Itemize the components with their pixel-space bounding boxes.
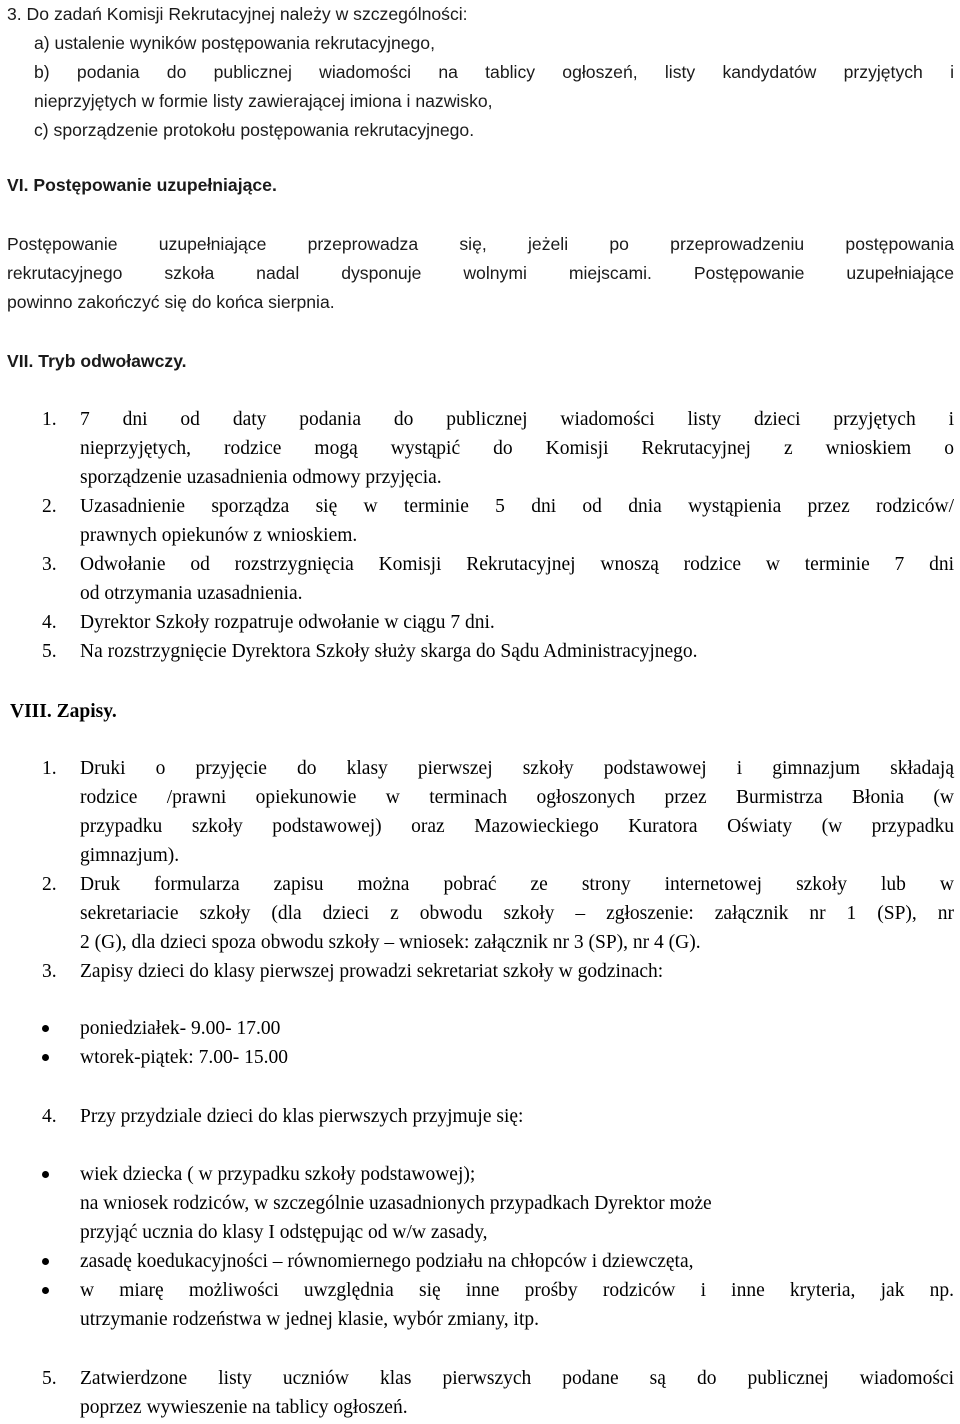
item-number: 4. [42, 612, 57, 633]
item-line: Odwołanie od rozstrzygnięcia Komisji Rekrutacyjnej wnoszą rodzice w terminie 7 dni [80, 554, 954, 575]
item-line: rodzice /prawni opiekunowie w terminach ogłoszonych przez Burmistrza Błonia (w [80, 787, 954, 808]
hours-item: poniedziałek- 9.00- 17.00 [80, 1018, 281, 1039]
section-heading: VIII. Zapisy. [10, 701, 117, 722]
item-number: 1. [42, 409, 57, 430]
item-line: Druki o przyjęcie do klasy pierwszej szkoły podstawowej i gimnazjum składają [80, 758, 954, 779]
item-line: gimnazjum). [80, 845, 180, 866]
item-line: sekretariacie szkoły (dla dzieci z obwodu szkoły – zgłoszenie: załącznik nr 1 (SP), nr [80, 903, 954, 924]
item-line: od otrzymania uzasadnienia. [80, 583, 303, 604]
section-heading: VI. Postępowanie uzupełniające. [7, 175, 277, 195]
item-number: 2. [42, 496, 57, 517]
criteria-line: utrzymanie rodzeństwa w jednej klasie, wybór zmiany, itp. [80, 1309, 540, 1330]
item-line: Uzasadnienie sporządza się w terminie 5 dni od dnia wystąpienia przez rodziców/ [80, 496, 954, 517]
bullet-icon [42, 1025, 49, 1032]
hours-item: wtorek-piątek: 7.00- 15.00 [80, 1047, 288, 1068]
item-line: 7 dni od daty podania do publicznej wiadomości listy dzieci przyjętych i [80, 409, 954, 430]
criteria-line: zasadę koedukacyjności – równomiernego podziału na chłopców i dziewczęta, [80, 1251, 694, 1272]
criteria-line: wiek dziecka ( w przypadku szkoły podstawowej); [80, 1164, 476, 1185]
item-line: Na rozstrzygnięcie Dyrektora Szkoły służy skarga do Sądu Administracyjnego. [80, 641, 698, 662]
criteria-line: na wniosek rodziców, w szczególnie uzasadnionych przypadkach Dyrektor może [80, 1193, 712, 1214]
item-line: Zapisy dzieci do klasy pierwszej prowadzi sekretariat szkoły w godzinach: [80, 961, 664, 982]
item-number: 3. [42, 554, 57, 575]
item-number: 4. [42, 1106, 57, 1127]
item-line: 2 (G), dla dzieci spoza obwodu szkoły – wniosek: załącznik nr 3 (SP), nr 4 (G). [80, 932, 701, 953]
criteria-line: w miarę możliwości uwzględnia się inne prośby rodziców i inne kryteria, jak np. [80, 1280, 954, 1301]
item-line: prawnych opiekunów z wnioskiem. [80, 525, 358, 546]
paragraph-line: Postępowanie uzupełniające przeprowadza się, jeżeli po przeprowadzeniu postępowania [7, 234, 954, 254]
paragraph-line: rekrutacyjnego szkoła nadal dysponuje wolnymi miejscami. Postępowanie uzupełniające [7, 263, 954, 283]
paragraph-line: powinno zakończyć się do końca sierpnia. [7, 292, 335, 312]
intro-line: a) ustalenie wyników postępowania rekrutacyjnego, [34, 33, 435, 53]
item-number: 2. [42, 874, 57, 895]
bullet-icon [42, 1258, 49, 1265]
item-number: 3. [42, 961, 57, 982]
intro-line: b) podania do publicznej wiadomości na tablicy ogłoszeń, listy kandydatów przyjętych i [34, 62, 954, 82]
item-line: Druk formularza zapisu można pobrać ze strony internetowej szkoły lub w [80, 874, 954, 895]
intro-line: nieprzyjętych w formie listy zawierającej imiona i nazwisko, [34, 91, 493, 111]
criteria-line: przyjąć ucznia do klasy I odstępując od w/w zasady, [80, 1222, 488, 1243]
item-number: 5. [42, 1368, 57, 1389]
item-line: nieprzyjętych, rodzice mogą wystąpić do Komisji Rekrutacyjnej z wnioskiem o [80, 438, 954, 459]
section-heading: VII. Tryb odwoławczy. [7, 351, 187, 371]
item-line: sporządzenie uzasadnienia odmowy przyjęcia. [80, 467, 442, 488]
bullet-icon [42, 1287, 49, 1294]
item-line: Zatwierdzone listy uczniów klas pierwszych podane są do publicznej wiadomości [80, 1368, 954, 1389]
item-line: Dyrektor Szkoły rozpatruje odwołanie w ciągu 7 dni. [80, 612, 495, 633]
item-line: Przy przydziale dzieci do klas pierwszych przyjmuje się: [80, 1106, 524, 1127]
item-number: 1. [42, 758, 57, 779]
intro-line: c) sporządzenie protokołu postępowania rekrutacyjnego. [34, 120, 475, 140]
bullet-icon [42, 1054, 49, 1061]
bullet-icon [42, 1171, 49, 1178]
item-number: 5. [42, 641, 57, 662]
item-line: poprzez wywieszenie na tablicy ogłoszeń. [80, 1397, 408, 1418]
item-line: przypadku szkoły podstawowej) oraz Mazowieckiego Kuratora Oświaty (w przypadku [80, 816, 954, 837]
intro-line: 3. Do zadań Komisji Rekrutacyjnej należy w szczególności: [7, 4, 468, 24]
